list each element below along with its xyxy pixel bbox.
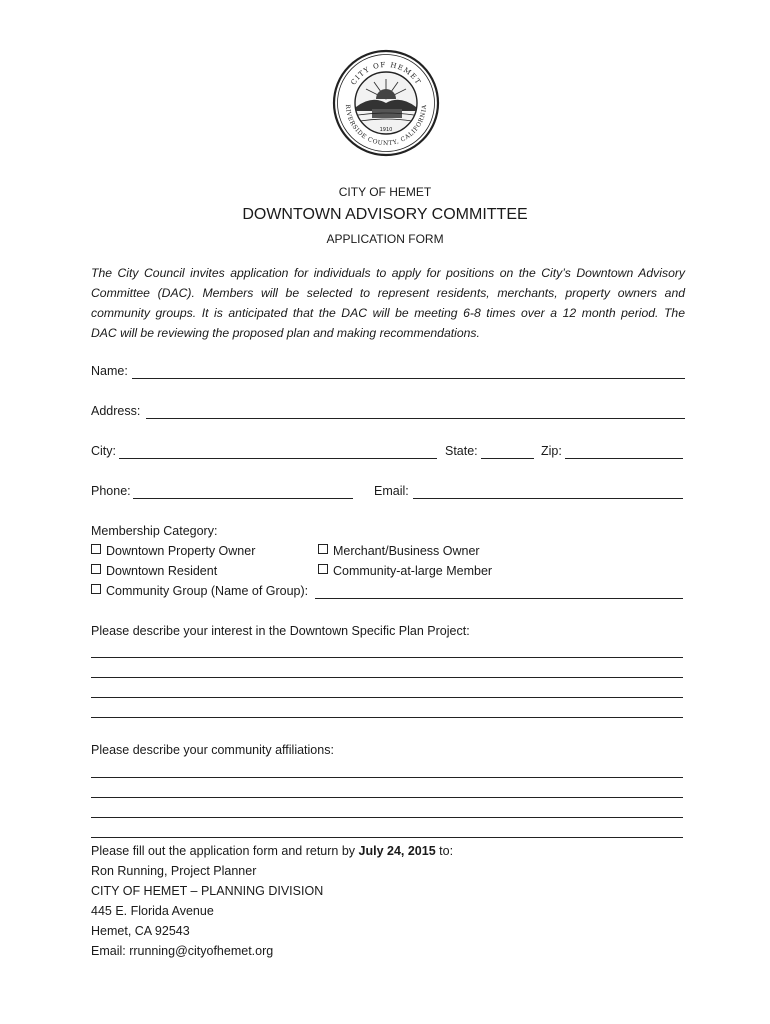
city-state-zip: Hemet, CA 92543 xyxy=(91,924,190,938)
phone-label: Phone: xyxy=(91,484,131,498)
contact-name: Ron Running, Project Planner xyxy=(91,864,257,878)
phone-field[interactable] xyxy=(133,498,353,499)
community-group-option[interactable] xyxy=(91,584,308,598)
city-state-zip-row xyxy=(91,444,685,464)
zip-label: Zip: xyxy=(541,444,562,458)
return-instruction: Please fill out the application form and return by July 24, 2015 to: xyxy=(91,844,454,858)
deadline-date: July 24, 2015 xyxy=(358,844,436,858)
community-at-large-label: Community-at-large Member xyxy=(333,564,493,578)
option-merchant[interactable] xyxy=(318,544,480,558)
membership-title: Membership Category: xyxy=(91,524,218,538)
affiliations-answer-line-1[interactable] xyxy=(91,777,683,778)
svg-text:1910: 1910 xyxy=(379,127,393,133)
merchant-checkbox[interactable] xyxy=(318,544,328,554)
planning-division: CITY OF HEMET – PLANNING DIVISION xyxy=(91,884,324,898)
affiliations-question: Please describe your community affiliations: xyxy=(91,743,334,757)
community-group-name-field[interactable] xyxy=(315,598,683,599)
city-label: City: xyxy=(91,444,116,458)
affiliations-answer-line-3[interactable] xyxy=(91,817,683,818)
name-label: Name: xyxy=(91,364,128,378)
city-field[interactable] xyxy=(119,458,437,459)
interest-answer-line-3[interactable] xyxy=(91,697,683,698)
interest-question: Please describe your interest in the Downtown Specific Plan Project: xyxy=(91,624,470,638)
state-label: State: xyxy=(445,444,478,458)
contact-email: Email: rrunning@cityofhemet.org xyxy=(91,944,274,958)
interest-answer-line-2[interactable] xyxy=(91,677,683,678)
option-resident[interactable] xyxy=(91,564,217,578)
community-group-checkbox[interactable] xyxy=(91,584,101,594)
affiliations-answer-line-2[interactable] xyxy=(91,797,683,798)
svg-text:RIVERSIDE COUNTY, CALIFORNIA: RIVERSIDE COUNTY, CALIFORNIA xyxy=(343,104,429,148)
state-field[interactable] xyxy=(481,458,534,459)
option-community-at-large[interactable] xyxy=(318,564,492,578)
email-label: Email: xyxy=(374,484,409,498)
property-owner-label: Downtown Property Owner xyxy=(106,544,256,558)
resident-checkbox[interactable] xyxy=(91,564,101,574)
city-seal-logo xyxy=(332,49,440,157)
address-field[interactable] xyxy=(146,418,685,419)
city-heading: CITY OF HEMET xyxy=(338,185,432,199)
name-field[interactable] xyxy=(132,378,685,379)
address-row xyxy=(91,404,685,424)
street-address: 445 E. Florida Avenue xyxy=(91,904,214,918)
zip-field[interactable] xyxy=(565,458,683,459)
merchant-label: Merchant/Business Owner xyxy=(333,544,480,558)
option-community-group xyxy=(91,584,685,604)
name-row xyxy=(91,364,685,384)
phone-email-row xyxy=(91,484,685,504)
interest-answer-line-1[interactable] xyxy=(91,657,683,658)
svg-text:CITY OF HEMET: CITY OF HEMET xyxy=(349,60,423,87)
property-owner-checkbox[interactable] xyxy=(91,544,101,554)
form-subtitle: APPLICATION FORM xyxy=(326,232,444,246)
interest-answer-line-4[interactable] xyxy=(91,717,683,718)
committee-title: DOWNTOWN ADVISORY COMMITTEE xyxy=(242,206,528,223)
email-field[interactable] xyxy=(413,498,683,499)
affiliations-answer-line-4[interactable] xyxy=(91,837,683,838)
option-property-owner[interactable] xyxy=(91,544,255,558)
community-group-label: Community Group (Name of Group): xyxy=(106,584,309,598)
community-at-large-checkbox[interactable] xyxy=(318,564,328,574)
intro-paragraph: The City Council invites application for individuals to apply for positions on the City’s Downtown Advisory Committee (DAC). Members will be selected to represent residents, merchants, property owners and community groups. It is anticipated that the DAC will be meeting 6-8 times over a 12 month period. The DAC will be reviewing the proposed plan and making recommendations. xyxy=(91,266,685,340)
address-label: Address: xyxy=(91,404,141,418)
resident-label: Downtown Resident xyxy=(106,564,218,578)
